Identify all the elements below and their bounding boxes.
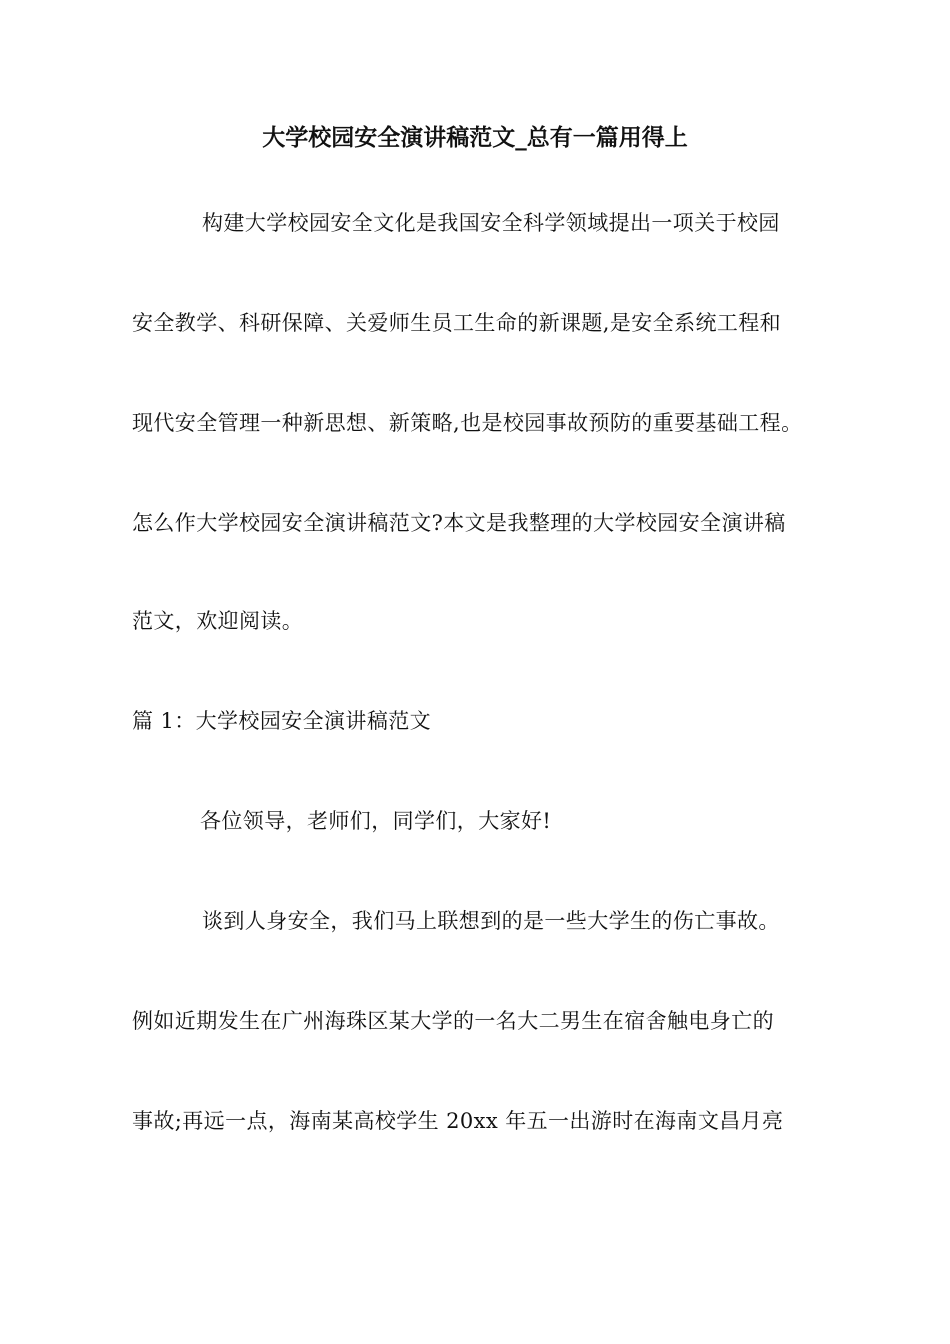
paragraph-line: 例如近期发生在广州海珠区某大学的一名大二男生在宿舍触电身亡的 bbox=[132, 1009, 774, 1033]
paragraph-line: 现代安全管理一种新思想、新策略,也是校园事故预防的重要基础工程。 bbox=[132, 411, 803, 435]
paragraph-line: 谈到人身安全，我们马上联想到的是一些大学生的伤亡事故。 bbox=[202, 909, 780, 933]
paragraph-line: 构建大学校园安全文化是我国安全科学领域提出一项关于校园 bbox=[202, 211, 780, 235]
paragraph-line: 怎么作大学校园安全演讲稿范文?本文是我整理的大学校园安全演讲稿 bbox=[132, 511, 786, 535]
document-title: 大学校园安全演讲稿范文_总有一篇用得上 bbox=[262, 125, 688, 151]
greeting-line: 各位领导，老师们，同学们，大家好! bbox=[200, 809, 552, 833]
paragraph-line: 范文，欢迎阅读。 bbox=[132, 609, 304, 633]
paragraph-line: 事故;再远一点，海南某高校学生 20xx 年五一出游时在海南文昌月亮 bbox=[132, 1109, 784, 1133]
paragraph-line: 安全教学、科研保障、关爱师生员工生命的新课题,是安全系统工程和 bbox=[132, 311, 782, 335]
section-heading: 篇 1：大学校园安全演讲稿范文 bbox=[132, 709, 432, 733]
